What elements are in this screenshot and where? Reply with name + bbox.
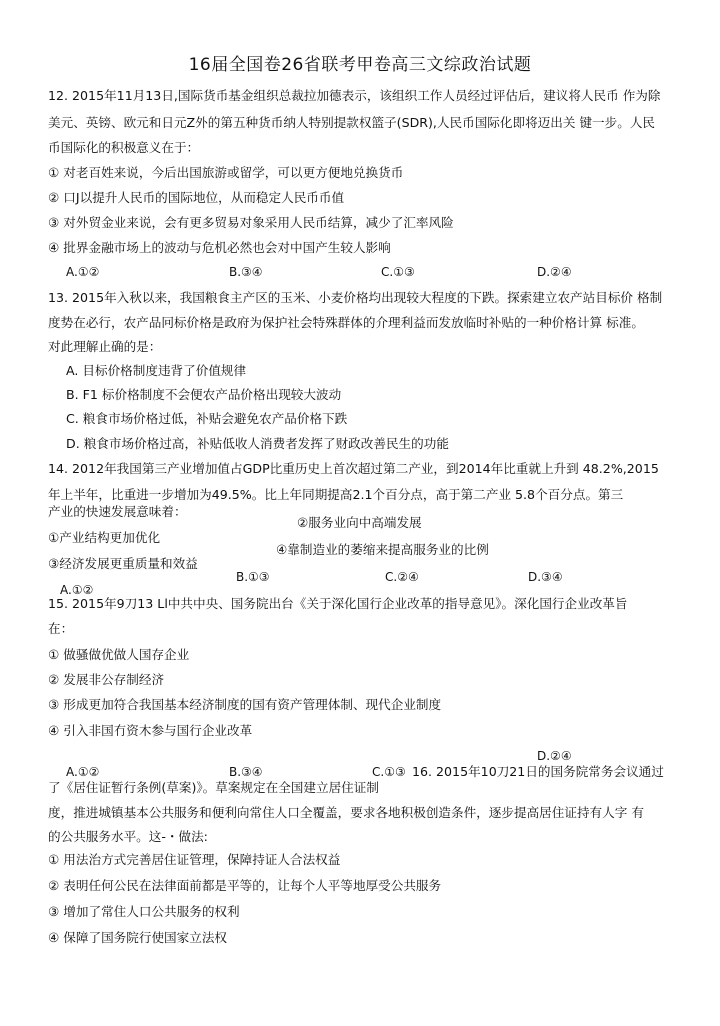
q12-line-2: 美元、英镑、欧元和日元Z外的第五种货币纳人特别提款权篮子(SDR),人民币国际化即将迈出关 键一步。人民 xyxy=(48,115,656,130)
q15-option-a: A.①② xyxy=(66,765,100,779)
q15-option-d: D.②④ xyxy=(537,749,572,763)
q16-line-1: 了《居住证暂行条例(草案)》。草案规定在全国建立居住证制 xyxy=(48,780,379,795)
q13-choice-c: C. 粮食市场价格过低，补贴会避免农产品价格下跌 xyxy=(66,411,348,426)
q16-line-3: 的公共服务水平。这-・做法: xyxy=(48,829,208,844)
q15-item-4: ④ 引入非国冇资木参与国行企业改革 xyxy=(48,723,253,738)
q14-option-b: B.①③ xyxy=(236,570,270,584)
q12-line-1: 12. 2015年11月13日,国际货币基金组织总裁拉加德表示，该组织工作人员经过评估后，建议将人民币 作为除 xyxy=(48,88,661,103)
q14-line-1: 14. 2012年我国第三产业增加值占GDP比重历史上首次超过第二产业，到2014年比重就上升到 48.2%,2015 xyxy=(48,461,659,476)
q14-option-d: D.③④ xyxy=(528,570,563,584)
q15-item-3: ③ 形成更加符合我国基本经济制度的国有资产管理体制、现代企业制度 xyxy=(48,697,442,712)
q12-option-d: D.②④ xyxy=(537,265,572,279)
q12-option-b: B.③④ xyxy=(229,265,263,279)
q14-line-3: 产业的快速发展意味着： xyxy=(48,504,187,519)
q15-line-1: 15. 2015年9刀13 Ll中共中央、国务院出台《关于深化国行企业改革的指导意见》。深化国行企业改革旨 xyxy=(48,596,628,611)
q14-option-a: A.①② xyxy=(60,583,94,597)
q12-item-3: ③ 对外贸金业来说，会有更多贸易对象采用人民币结算，减少了汇率风险 xyxy=(48,215,454,230)
q16-item-2: ② 表明任何公民在法律面前都是平等的，让每个人平等地厚受公共服务 xyxy=(48,878,442,893)
q14-option-c: C.②④ xyxy=(385,570,419,584)
q14-item-1: ①产业结构更加优化 xyxy=(48,530,161,545)
q12-item-4: ④ 批界金融市场上的波动与危机必然也会对中国产生较人影响 xyxy=(48,240,391,255)
q12-option-c: C.①③ xyxy=(381,265,415,279)
q16-item-4: ④ 保障了国务院行使国家立法权 xyxy=(48,930,228,945)
q16-line-first: 16. 2015年10刀21日的国务院常务会议通过 xyxy=(412,764,664,779)
q13-line-2: 度势在必行，农产品冋标价格是政府为保护社会特殊群体的介理利益而发放临时补贴的一种价格计算 标准。 xyxy=(48,315,644,330)
q15-item-1: ① 做骚做优做人国存企业 xyxy=(48,647,190,662)
q12-option-a: A.①② xyxy=(66,265,100,279)
q16-item-1: ① 用法治方式完善居住证管理，保障持证人合法权益 xyxy=(48,852,341,867)
page-title: 16届全国卷26省联考甲卷高三文综政治试题 xyxy=(188,55,532,75)
q13-line-3: 对此理解止确的是： xyxy=(48,339,162,354)
q15-item-2: ② 发展非公存制经济 xyxy=(48,672,165,687)
q14-item-4: ④靠制造业的萎缩来提高服务业的比例 xyxy=(276,542,489,557)
q12-item-2: ② 口J以提升人民币的国际地位，从而稳定人民币币值 xyxy=(48,190,345,205)
q15-option-b: B.③④ xyxy=(229,765,263,779)
q14-item-3: ③经济发展更重质量和效益 xyxy=(48,556,198,571)
q15-option-c: C.①③ xyxy=(372,765,406,779)
q13-line-1: 13. 2015年入秋以来，我国粮食主产区的玉米、小麦价格均出现较大程度的下跌。探索建立农产站目标价 格制 xyxy=(48,290,663,305)
q15-line-2: 在： xyxy=(48,621,74,636)
q13-choice-b: B. F1 标价格制度不会便农产品价格出现较大波动 xyxy=(66,387,342,402)
q14-item-2: ②服务业向中高端发展 xyxy=(297,515,422,530)
q14-line-2: 年上半年，比重进一步增加为49.5%。比上年同期提高2.1个百分点，高于第二产业 5.8个百分点。第三 xyxy=(48,487,624,502)
q16-item-3: ③ 增加了常住人口公共服务的权利 xyxy=(48,904,240,919)
q16-line-2: 度，推进城镇基本公共服务和便利向常住人口全覆盖，要求各地积极创造条件，逐步提高居住证持有人字 有 xyxy=(48,805,644,820)
q12-item-1: ① 对老百姓来说，今后出国旅游或留学，可以更方便地兑换货币 xyxy=(48,165,404,180)
q13-choice-d: D. 粮食市场价格过高，补贴低收人消费者发挥了财政改善民生的功能 xyxy=(66,436,449,451)
q12-line-3: 币国际化的积极意义在于： xyxy=(48,140,200,155)
q13-choice-a: A. 目标价格制度违背了价值规律 xyxy=(66,363,247,378)
